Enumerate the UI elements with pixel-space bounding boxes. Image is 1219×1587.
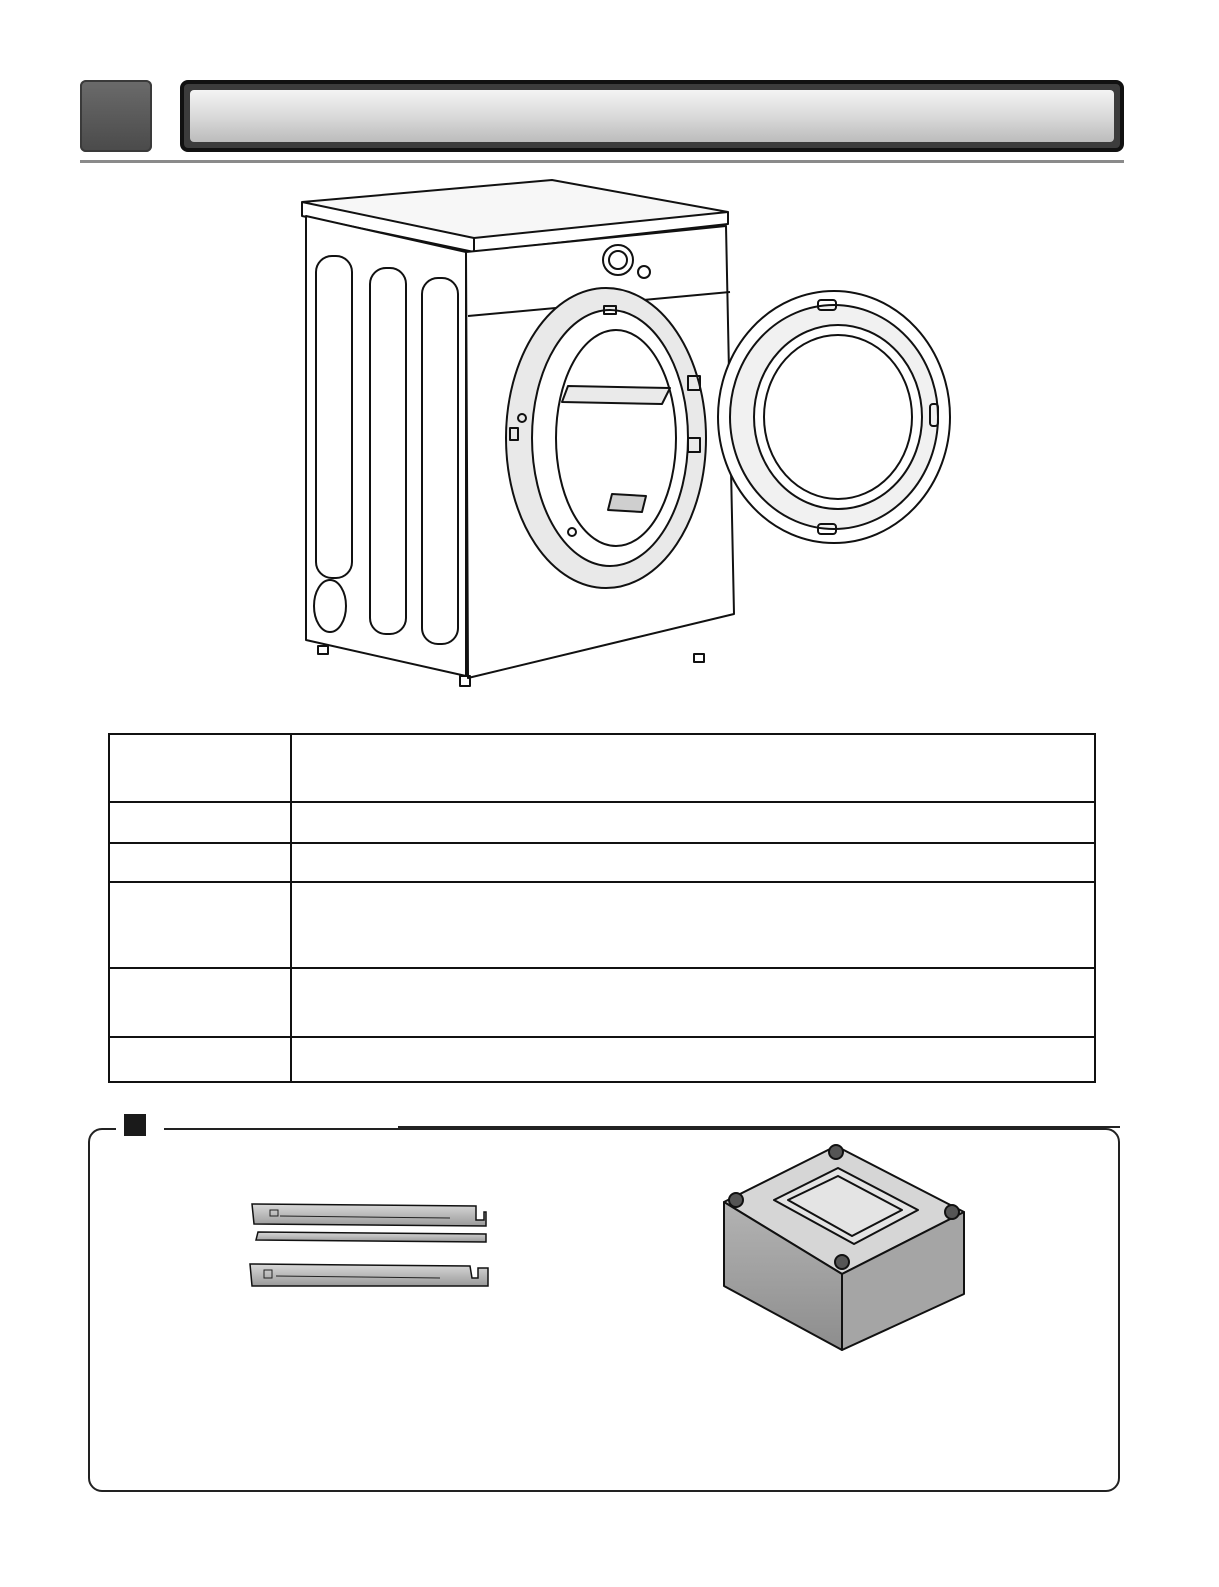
stacking-kit-icon — [240, 1196, 496, 1296]
pedestal-icon — [718, 1138, 978, 1352]
header-rule — [80, 160, 1124, 163]
section-title — [190, 90, 1114, 142]
section-title-bar — [180, 80, 1124, 152]
spec-label — [109, 968, 291, 1037]
spec-label — [109, 802, 291, 843]
section-number-badge — [80, 80, 152, 152]
spec-label — [109, 882, 291, 968]
spec-value — [291, 843, 1095, 882]
spec-value — [291, 1037, 1095, 1082]
spec-label — [109, 843, 291, 882]
spec-label — [109, 734, 291, 802]
accessories-heading — [116, 1112, 164, 1138]
spec-value — [291, 734, 1095, 802]
spec-row — [109, 1037, 1095, 1082]
spec-row — [109, 882, 1095, 968]
heading-square-icon — [124, 1114, 146, 1136]
spec-row — [109, 843, 1095, 882]
accessories-heading-rule — [398, 1126, 1120, 1128]
spec-value — [291, 968, 1095, 1037]
spec-row — [109, 802, 1095, 843]
spec-value — [291, 882, 1095, 968]
spec-row — [109, 734, 1095, 802]
spec-row — [109, 968, 1095, 1037]
spec-label — [109, 1037, 291, 1082]
spec-value — [291, 802, 1095, 843]
specifications-table — [108, 733, 1096, 1083]
dryer-illustration — [290, 176, 970, 696]
